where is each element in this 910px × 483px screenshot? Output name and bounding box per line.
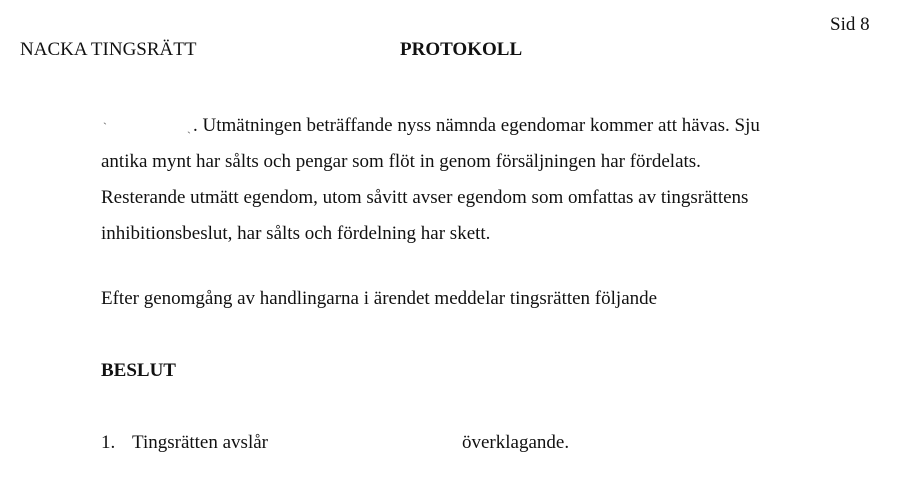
decision-item-text-before: Tingsrätten avslår: [132, 432, 268, 453]
paragraph-line-4: inhibitionsbeslut, har sålts och fördelning har skett.: [101, 223, 491, 244]
court-name: NACKA TINGSRÄTT: [20, 39, 197, 60]
paragraph-line-3: Resterande utmätt egendom, utom såvitt avser egendom som omfattas av tingsrättens: [101, 187, 749, 208]
body-paragraph: [101, 108, 861, 252]
redacted-text: ˋ ˏ: [103, 120, 191, 134]
redacted-text: [268, 432, 462, 448]
paragraph-line-1-text: . Utmätningen beträffande nyss nämnda egendomar kommer att hävas. Sju: [193, 115, 760, 136]
decision-item: [101, 432, 569, 454]
decision-item-number: 1.: [101, 432, 116, 453]
paragraph-line-2: antika mynt har sålts och pengar som flöt in genom försäljningen har fördelats.: [101, 151, 701, 172]
paragraph-line-1: [101, 108, 861, 144]
decision-item-text-after: överklagande.: [461, 432, 570, 453]
page-number: Sid 8: [830, 14, 870, 35]
decision-heading: BESLUT: [101, 360, 176, 381]
intro-sentence: Efter genomgång av handlingarna i ärendet meddelar tingsrätten följande: [101, 288, 658, 309]
document-type-title: PROTOKOLL: [400, 39, 523, 60]
